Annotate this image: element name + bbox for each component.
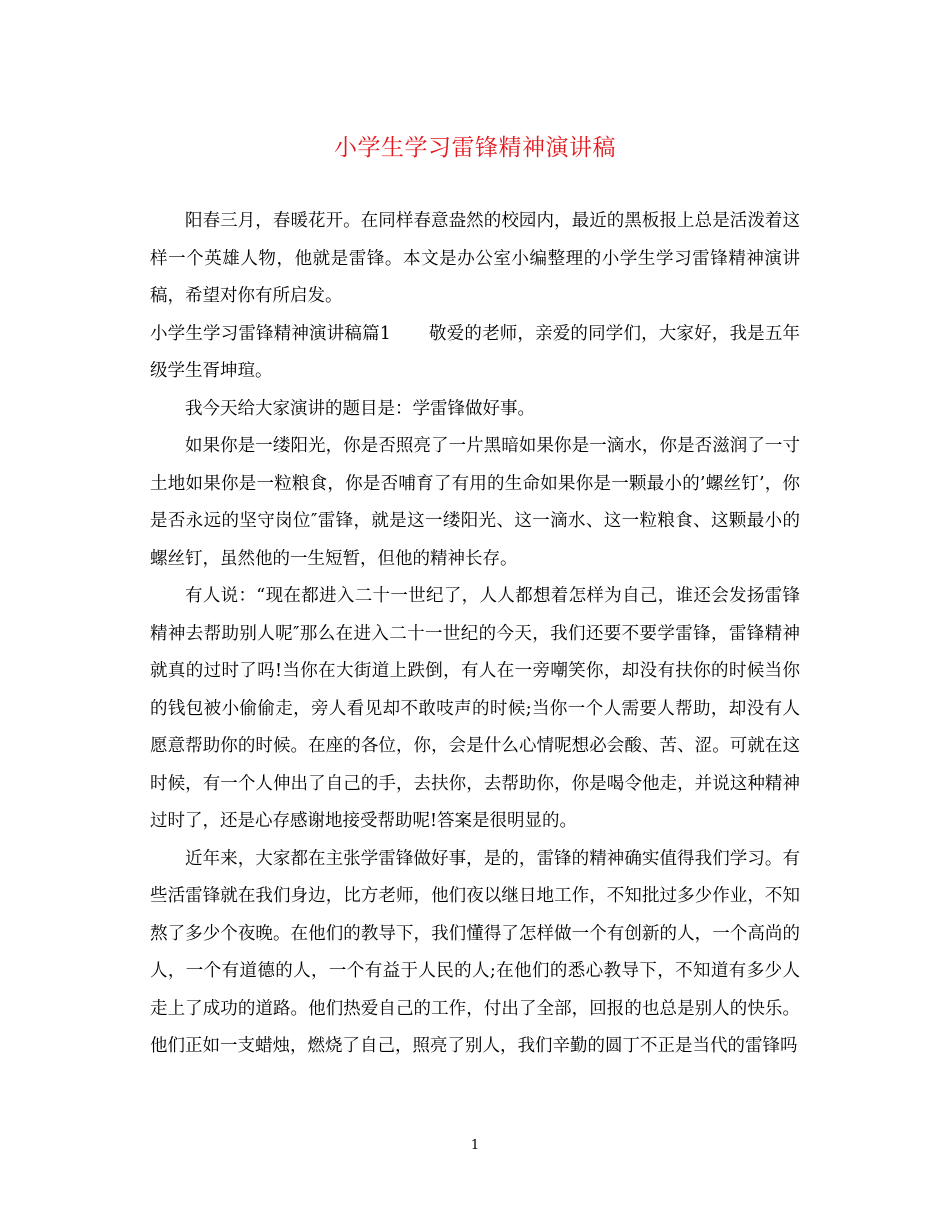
page-number: 1 <box>470 1138 480 1153</box>
intro-paragraph: 阳春三月，春暖花开。在同样春意盎然的校园内，最近的黑板报上总是活泼着这样一个英雄人物，他就是雷锋。本文是办公室小编整理的小学生学习雷锋精神演讲稿，希望对你有所启发。 <box>150 211 800 306</box>
section-heading: 小学生学习雷锋精神演讲稿篇1 <box>150 323 391 344</box>
body-paragraph-4: 近年来，大家都在主张学雷锋做好事，是的，雷锋的精神确实值得我们学习。有些活雷锋就在我们身边，比方老师，他们夜以继日地工作，不知批过多少作业，不知熬了多少个夜晚。在他们的教导下，我们懂得了怎样做一个有创新的人，一个高尚的人，一个有道德的人，一个有益于人民的人;在他们的悉心教导下，不知道有多少人走上了成功的道路。他们热爱自己的工作，付出了全部，回报的也总是别人的快乐。他们正如一支蜡烛，燃烧了自己，照亮了别人，我们辛勤的圆丁不正是当代的雷锋吗 <box>150 848 800 1056</box>
body-paragraph-3: 有人说：“现在都进入二十一世纪了，人人都想着怎样为自己，谁还会发扬雷锋精神去帮助别人呢″那么在进入二十一世纪的今天，我们还要不要学雷锋，雷锋精神就真的过时了吗!当你在大街道上跌倒，有人在一旁嘲笑你，却没有扶你的时候当你的钱包被小偷偷走，旁人看见却不敢吱声的时候;当你一个人需要人帮助，却没有人愿意帮助你的时候。在座的各位，你，会是什么心情呢想必会酸、苦、涩。可就在这时候，有一个人伸出了自己的手，去扶你，去帮助你，你是喝令他走，并说这种精神过时了，还是心存感谢地接受帮助呢!答案是很明显的。 <box>150 586 800 831</box>
greeting-text: 敬爱的老师，亲爱的同学们，大家好，我是五年级学生胥坤瑄。 <box>150 323 800 381</box>
body-paragraph-2: 如果你是一缕阳光，你是否照亮了一片黑暗如果你是一滴水，你是否滋润了一寸土地如果你是一粒粮食，你是否哺育了有用的生命如果你是一颗最小的’螺丝钉’，你是否永远的坚守岗位″雷锋，就是这一缕阳光、这一滴水、这一粒粮食、这颗最小的螺丝钉，虽然他的一生短暂，但他的精神长存。 <box>150 436 800 569</box>
document-title: 小学生学习雷锋精神演讲稿 <box>334 135 616 161</box>
body-paragraph-1: 我今天给大家演讲的题目是：学雷锋做好事。 <box>185 398 535 419</box>
section-paragraph <box>150 316 800 391</box>
document-body <box>150 203 800 1066</box>
